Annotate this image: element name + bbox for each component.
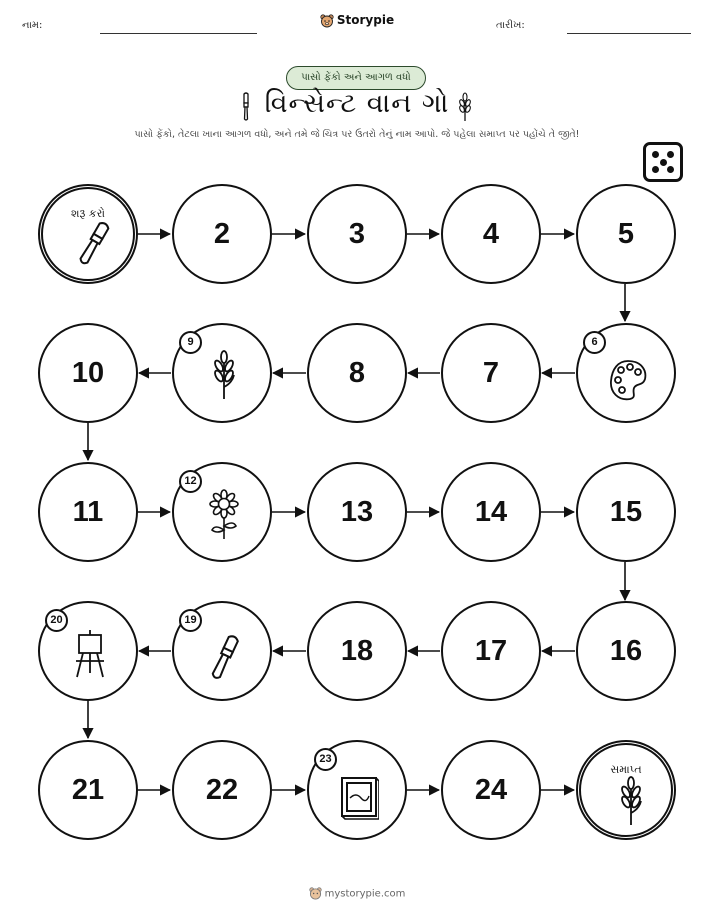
board-space: [576, 184, 676, 284]
space-number: 5: [617, 217, 635, 250]
space-number: 14: [474, 495, 508, 528]
space-number: 22: [205, 773, 239, 806]
palette-icon: [608, 355, 648, 407]
board-space: [441, 184, 541, 284]
space-badge: 19: [179, 609, 202, 632]
bear-logo-icon: [309, 887, 322, 900]
board-space: [172, 184, 272, 284]
start-label: શરૂ કરો: [70, 207, 106, 220]
space-number: 11: [72, 495, 104, 528]
name-label: નામ:: [22, 20, 43, 31]
board-space: [307, 323, 407, 423]
space-number: 10: [71, 356, 105, 389]
board-space: [172, 740, 272, 840]
instructions: પાસો ફેંકો, તેટલા ખાના આગળ વધો, અને તમે જે ચિત્ર પર ઉતરો તેનું નામ આપો. જે પહેલા સમાપ્ત પર પહોંચે તે જીતે!: [134, 129, 580, 140]
sunflower-icon: [204, 488, 244, 540]
finish-space: [576, 740, 676, 840]
board-space-picture: [172, 323, 272, 423]
canvas-frame-icon: [339, 772, 379, 824]
space-number: 24: [474, 773, 508, 806]
space-number: 13: [340, 495, 374, 528]
page-title: વિન્સેન્ટ વાન ગો: [264, 88, 450, 119]
board-space: [307, 462, 407, 562]
board-space: [38, 462, 138, 562]
board-space: [441, 323, 541, 423]
space-number: 16: [609, 634, 643, 667]
space-number: 8: [348, 356, 366, 389]
paintbrush-icon: [73, 219, 113, 271]
board-space: [441, 462, 541, 562]
space-number: 4: [482, 217, 500, 250]
space-badge: 6: [583, 331, 606, 354]
space-number: 15: [609, 495, 643, 528]
board-space: [38, 740, 138, 840]
space-badge: 12: [179, 470, 202, 493]
wheat-icon: [204, 349, 244, 401]
board-space: [307, 184, 407, 284]
board-space: [38, 323, 138, 423]
space-badge: 9: [179, 331, 202, 354]
board-space-picture: [307, 740, 407, 840]
board-space-picture: [172, 462, 272, 562]
space-number: 21: [71, 773, 105, 806]
board-space: [576, 601, 676, 701]
board-space: [441, 601, 541, 701]
space-number: 3: [348, 217, 366, 250]
footer-url[interactable]: mystorypie.com: [324, 888, 406, 900]
board-space: [576, 462, 676, 562]
space-number: 7: [482, 356, 500, 389]
finish-label: સમાપ્ત: [610, 763, 642, 776]
board-space: [441, 740, 541, 840]
space-badge: 20: [45, 609, 68, 632]
space-number: 18: [340, 634, 374, 667]
easel-icon: [70, 627, 110, 679]
space-number: 2: [213, 217, 231, 250]
board-space-picture: [576, 323, 676, 423]
start-space: [38, 184, 138, 284]
board-space-picture: [172, 601, 272, 701]
subtitle-pill: પાસો ફેંકો અને આગળ વધો: [286, 66, 426, 90]
board-space: [307, 601, 407, 701]
wheat-icon: [611, 775, 651, 827]
paintbrush-icon: [204, 633, 244, 685]
date-label: તારીખ:: [496, 20, 525, 31]
footer: [0, 887, 714, 900]
space-badge: 23: [314, 748, 337, 771]
space-number: 17: [474, 634, 508, 667]
board-space-picture: [38, 601, 138, 701]
brand-name: Storypie: [336, 13, 395, 27]
